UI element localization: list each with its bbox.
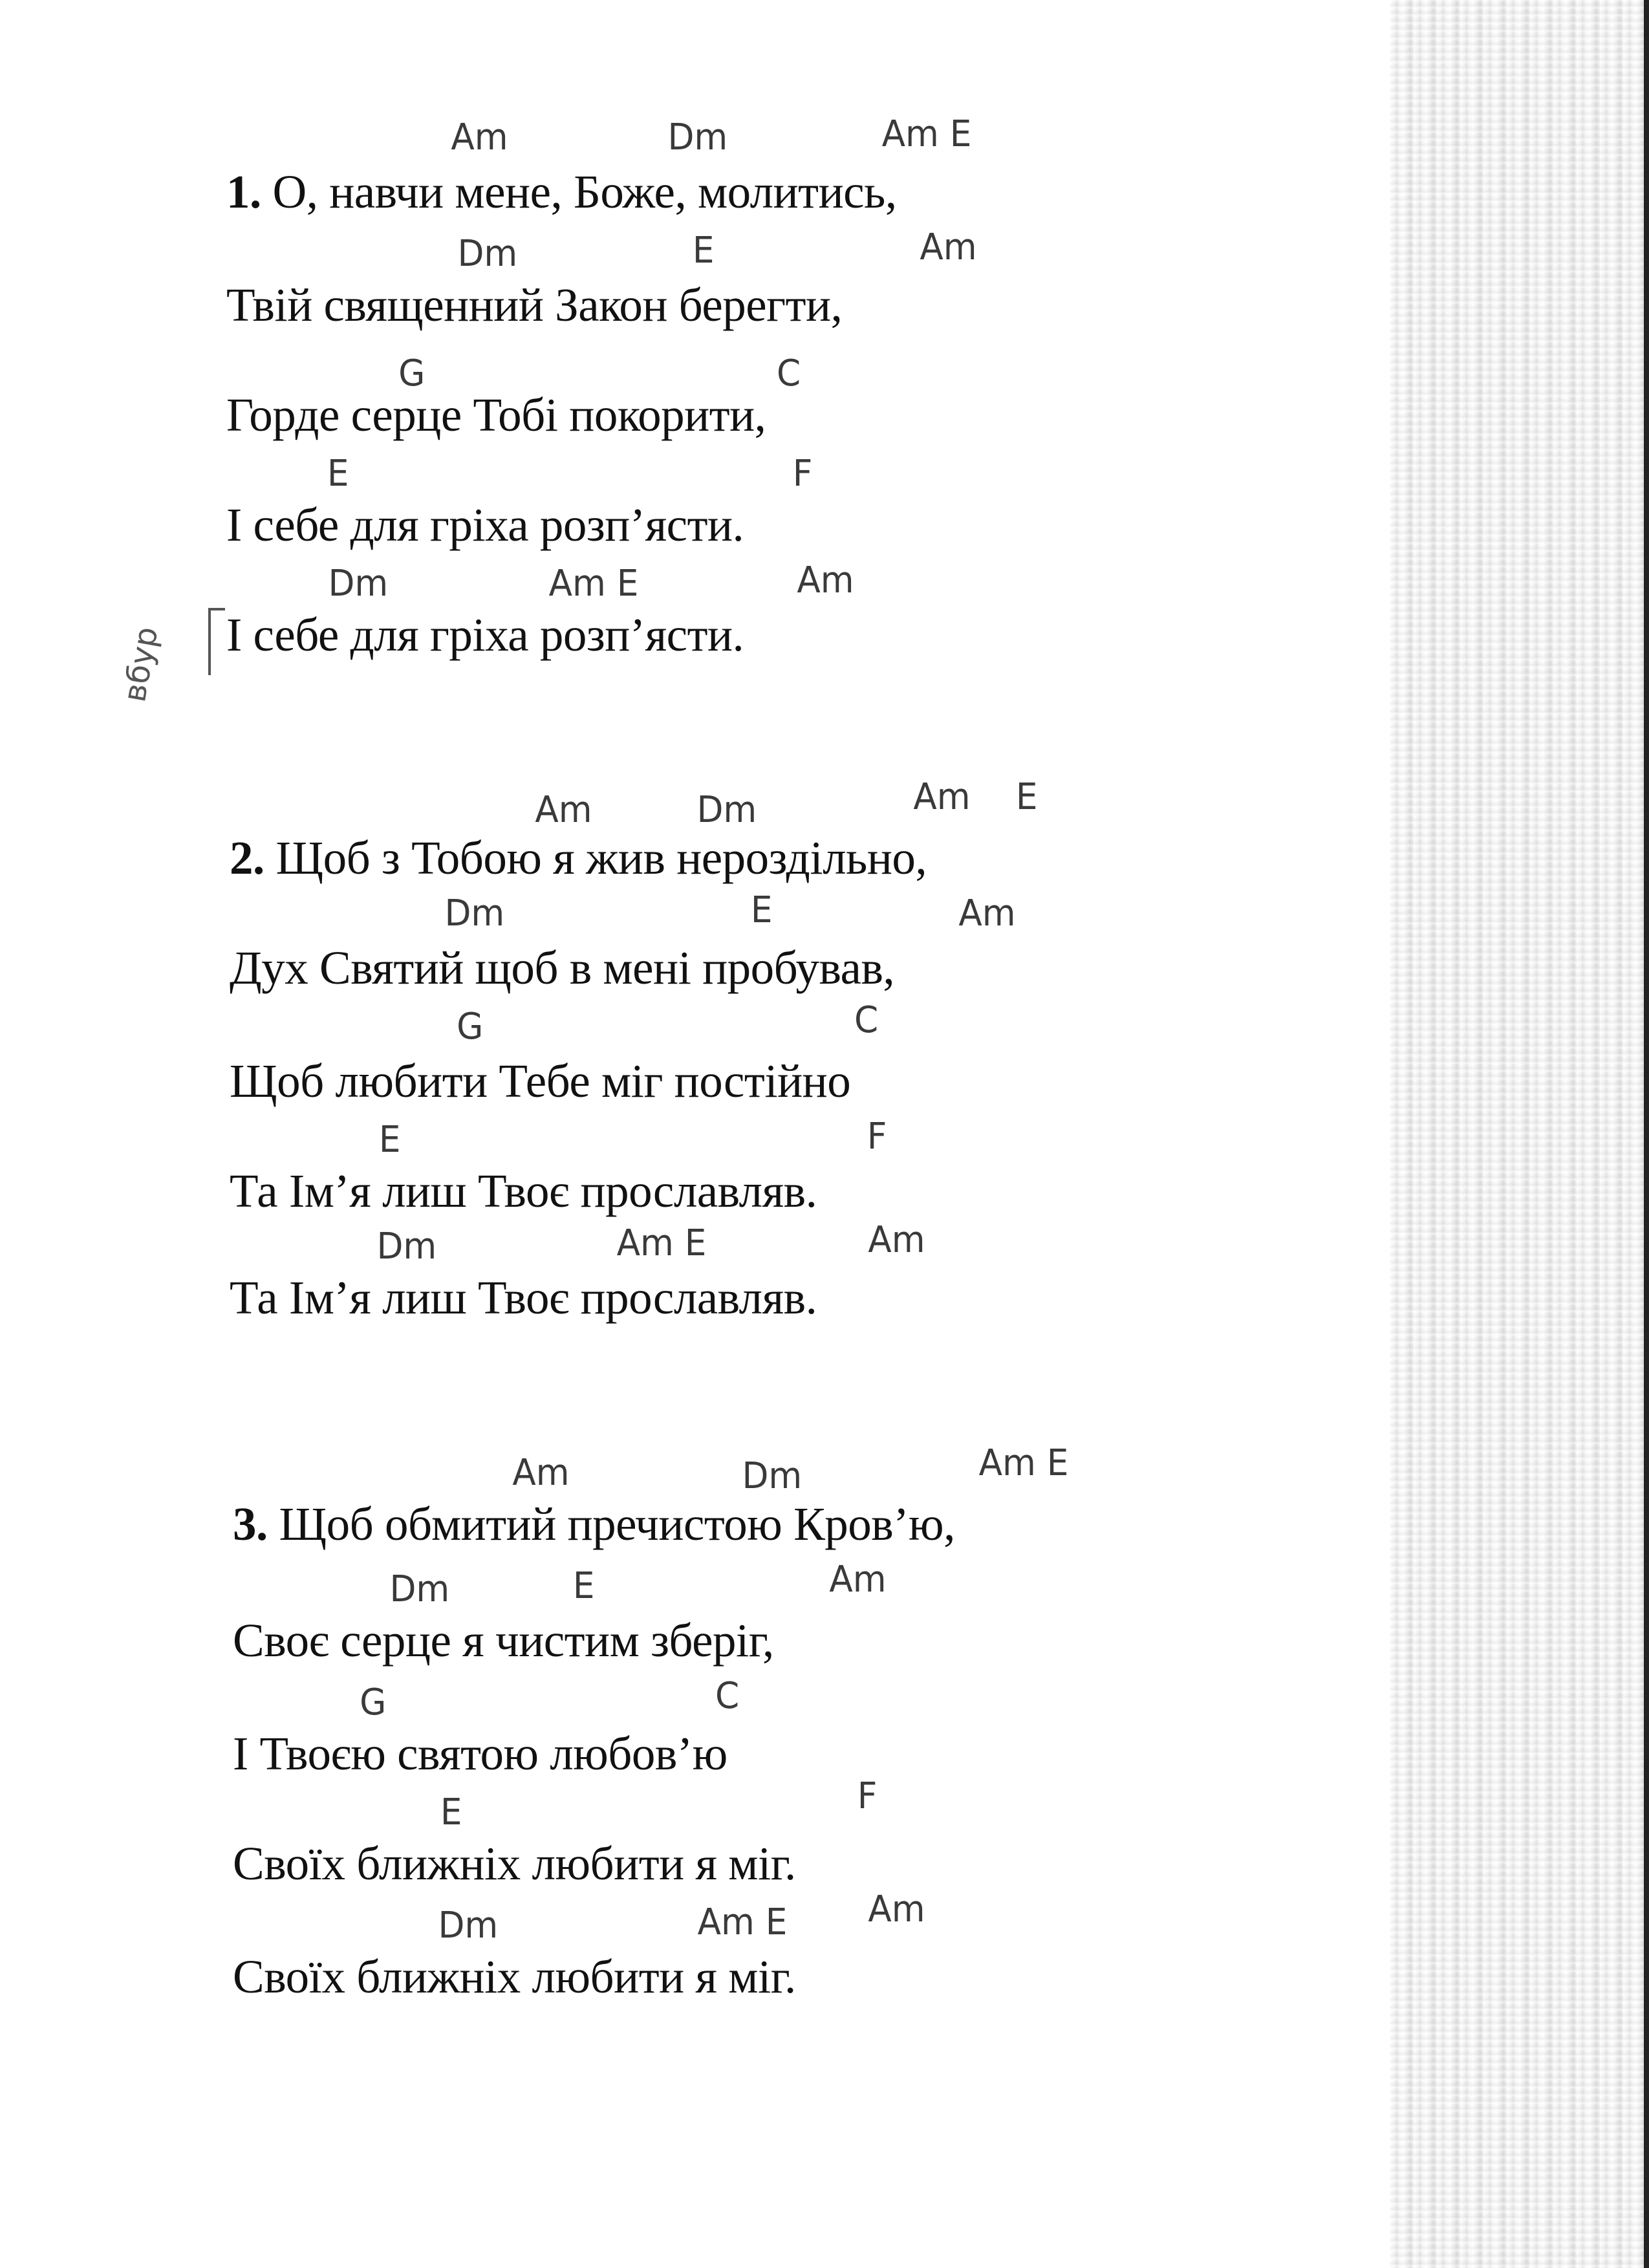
chord: Dm [742, 1455, 803, 1497]
chord: E [692, 230, 715, 272]
chord: E [1015, 776, 1038, 818]
scanner-edge-artifact [1390, 0, 1649, 2268]
lyric-line: Своє серце я чистим зберіг, [233, 1614, 774, 1667]
chord: Am [797, 559, 854, 601]
lyric-line: Та Ім’я лиш Твоє прославляв. [230, 1271, 817, 1324]
chord: C [854, 999, 879, 1041]
chord: Am E [881, 113, 972, 155]
verse-number: 2. [230, 832, 264, 884]
chord: Am E [978, 1442, 1069, 1484]
verse-number: 3. [233, 1498, 268, 1550]
chord: Dm [438, 1905, 499, 1947]
chord: Dm [376, 1226, 437, 1268]
chord: Am [868, 1888, 925, 1930]
chord: Am E [697, 1901, 788, 1943]
chord: C [715, 1675, 740, 1717]
chord: E [440, 1791, 462, 1833]
lyric-line: Дух Святий щоб в мені пробував, [230, 942, 895, 994]
chord: Am [868, 1219, 925, 1261]
chord: Am [958, 892, 1016, 934]
verse-number: 1. [226, 166, 261, 218]
chord: Am [920, 226, 977, 268]
chord: Dm [696, 789, 757, 831]
lyric-line: Твій священний Закон берегти, [226, 279, 843, 331]
chord: Am [913, 776, 971, 818]
chord: E [378, 1119, 401, 1161]
chord: E [572, 1565, 595, 1607]
chord: Dm [328, 563, 389, 605]
lyric-line: Горде серце Тобі покорити, [226, 389, 766, 441]
chord: Am [829, 1559, 887, 1601]
lyric-line: І Твоєю святою любов’ю [233, 1727, 727, 1780]
repeat-bracket [208, 608, 225, 675]
lyric-line: І себе для гріха розп’ясти. [226, 609, 744, 661]
chord: Am [512, 1452, 570, 1494]
chord: Am E [548, 563, 639, 605]
lyric-line: 1. О, навчи мене, Боже, молитись, [226, 166, 897, 218]
chord: Am [535, 789, 592, 831]
chord: C [776, 352, 801, 394]
chord: Dm [444, 892, 505, 934]
lyric-line: 2. Щоб з Тобою я жив нероздільно, [230, 832, 927, 884]
chord: G [360, 1681, 387, 1723]
chord: G [457, 1006, 484, 1048]
lyric-line: Та Ім’я лиш Твоє прославляв. [230, 1165, 817, 1217]
chord: G [398, 352, 426, 394]
chord: Dm [667, 116, 728, 158]
chord: Am [451, 116, 508, 158]
lyric-line: Щоб любити Тебе міг постійно [230, 1055, 851, 1107]
chord: E [750, 889, 773, 931]
page-edge [1644, 0, 1649, 2268]
handwritten-margin-note: вбур [116, 624, 166, 705]
lyric-line: 3. Щоб обмитий пречистою Кров’ю, [233, 1498, 955, 1550]
lyric-line: Своїх ближніх любити я міг. [233, 1950, 796, 2003]
lyric-line: Своїх ближніх любити я міг. [233, 1837, 796, 1890]
chord: Dm [457, 233, 518, 275]
chord: F [857, 1775, 878, 1817]
chord: F [867, 1116, 887, 1158]
lyric-line: І себе для гріха розп’ясти. [226, 499, 744, 551]
chord: Am E [616, 1222, 707, 1264]
chord: E [327, 453, 349, 495]
chord: Dm [389, 1568, 450, 1610]
chord: F [792, 453, 813, 495]
